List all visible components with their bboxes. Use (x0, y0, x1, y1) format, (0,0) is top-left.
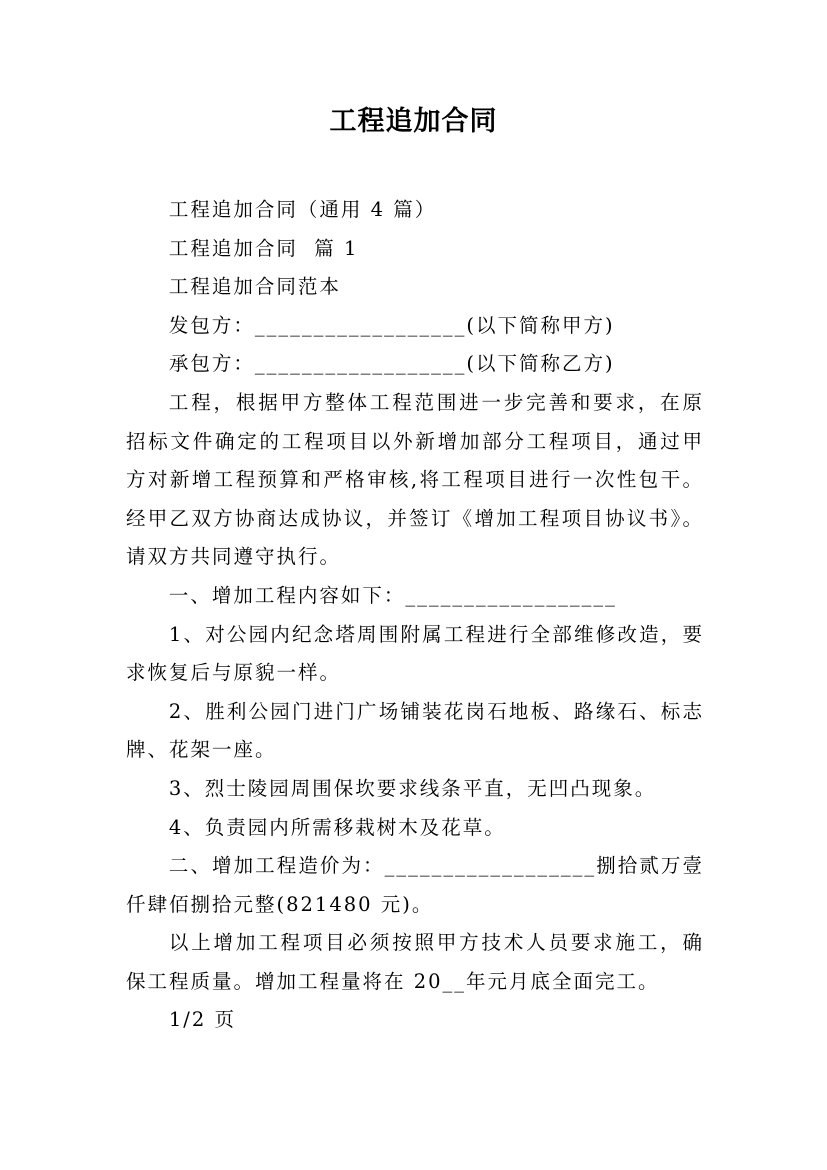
paragraph-quality-deadline: 以上增加工程项目必须按照甲方技术人员要求施工，确保工程质量。增加工程量将在 20__年元月底全面完工。 (126, 931, 704, 993)
paragraph-item-3: 3、烈士陵园周围保坎要求线条平直，无凹凸现象。 (168, 776, 657, 800)
paragraph-party-a: 发包方：__________________(以下简称甲方) (168, 313, 615, 337)
paragraph-section-1-heading: 一、增加工程内容如下：__________________ (168, 583, 617, 607)
paragraph-part-heading: 工程追加合同 篇 1 (168, 236, 359, 260)
paragraph-template-title: 工程追加合同范本 (168, 275, 341, 299)
paragraph-preamble: 工程，根据甲方整体工程范围进一步完善和要求，在原招标文件确定的工程项目以外新增加部分工程项目，通过甲方对新增工程预算和严格审核,将工程项目进行一次性包干。经甲乙双方协商达成协议，并签订《增加工程项目协议书》。请双方共同遵守执行。 (126, 390, 704, 569)
paragraph-item-1: 1、对公园内纪念塔周围附属工程进行全部维修改造，要求恢复后与原貌一样。 (126, 622, 704, 685)
document-title: 工程追加合同 (329, 106, 498, 137)
paragraph-item-2: 2、胜利公园门进门广场铺装花岗石地板、路缘石、标志牌、花架一座。 (126, 699, 704, 762)
page-number: 1/2 页 (168, 1008, 236, 1032)
paragraph-item-4: 4、负责园内所需移栽树木及花草。 (168, 815, 506, 839)
document-body (126, 191, 704, 1040)
paragraph-section-2-cost: 二、增加工程造价为：__________________捌拾贰万壹仟肆佰捌拾元整(821480 元)。 (126, 854, 704, 916)
paragraph-party-b: 承包方：__________________(以下简称乙方) (168, 352, 615, 376)
paragraph-collection-title: 工程追加合同（通用 4 篇） (168, 198, 437, 221)
